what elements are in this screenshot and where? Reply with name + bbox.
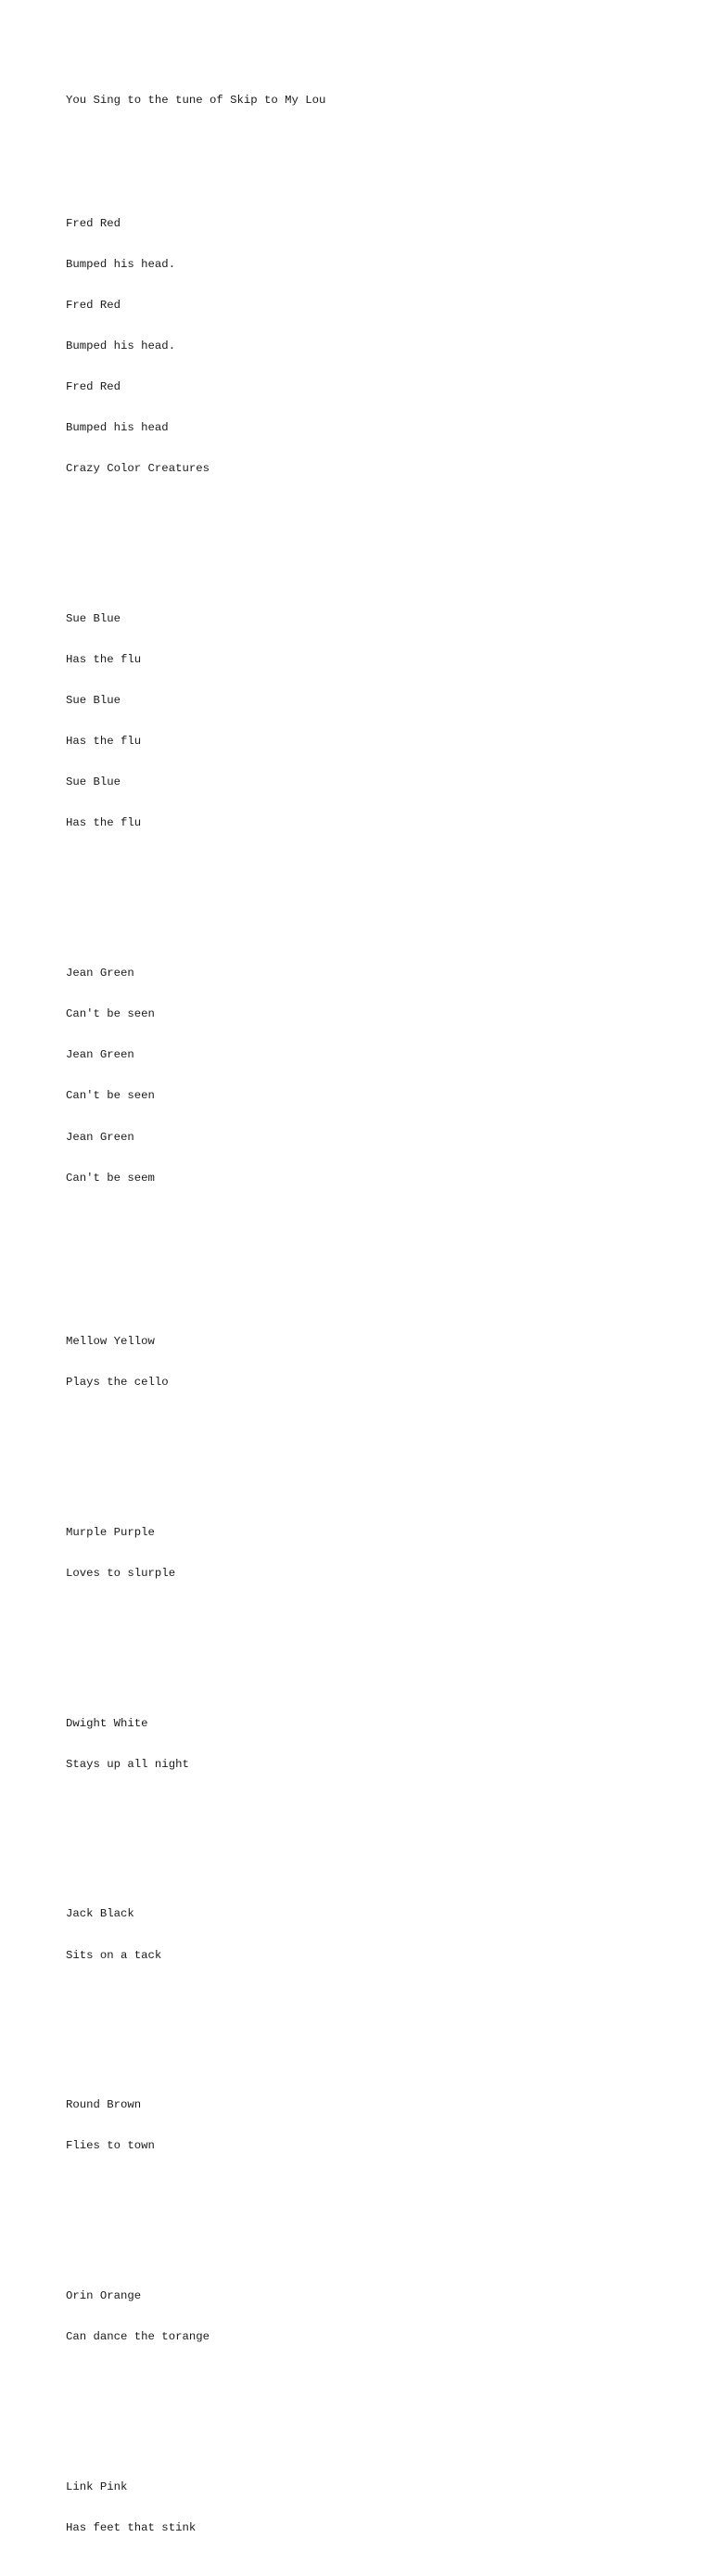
couplet-line: Stays up all night [66,1757,189,1771]
couplet-round-brown [66,2071,678,2181]
couplet-jack-black [66,1880,678,1990]
lyric-line: Bumped his head. [66,257,176,271]
spacer [66,1826,678,1839]
lyric-line: Jean Green [66,967,134,980]
spacer [66,2399,678,2413]
couplet-mellow-yellow [66,1308,678,1417]
couplet-name: Mellow Yellow [66,1335,155,1349]
couplet-line: Can dance the torange [66,2330,210,2344]
couplet-dwight-white [66,1689,678,1799]
document-body [66,67,678,2576]
spacer [66,531,678,545]
spacer [66,1444,678,1458]
couplet-name: Jack Black [66,1907,134,1921]
couplet-line: Flies to town [66,2139,155,2153]
couplet-line: Plays the cello [66,1376,169,1390]
couplet-name: Link Pink [66,2480,128,2493]
couplet-name: Dwight White [66,1716,148,1730]
spacer [66,1239,678,1266]
spacer [66,2208,678,2222]
lyric-line: Sue Blue [66,775,121,789]
couplet-line: Has feet that stink [66,2520,197,2534]
couplet-line: Sits on a tack [66,1948,162,1962]
lyric-line: Can't be seen [66,1089,155,1103]
stanza-fred-red [66,189,678,503]
couplet-orin-orange [66,2262,678,2372]
couplet-link-pink [66,2453,678,2562]
lyric-line: Has the flu [66,816,142,830]
lyric-line: Has the flu [66,653,142,667]
lyric-line: Has the flu [66,735,142,749]
spacer [66,1634,678,1648]
couplet-name: Murple Purple [66,1525,155,1539]
stanza-sue-blue [66,585,678,858]
song-title: You Sing to the tune of Skip to My Lou [66,94,326,108]
stanza-jean-green [66,940,678,1212]
spacer [66,2017,678,2031]
lyric-line: Bumped his head [66,421,169,435]
lyric-line: Sue Blue [66,611,121,625]
lyric-line: Fred Red [66,216,121,230]
lyric-line: Fred Red [66,298,121,312]
lyric-line: Can't be seen [66,1007,155,1021]
lyric-line: Fred Red [66,380,121,394]
couplet-line: Loves to slurple [66,1566,176,1580]
lyric-line: Jean Green [66,1048,134,1062]
lyric-line: Jean Green [66,1130,134,1144]
couplet-murple-purple [66,1498,678,1608]
couplet-name: Round Brown [66,2098,142,2112]
lyric-line: Can't be seem [66,1171,155,1185]
spacer [66,885,678,899]
lyric-line: Crazy Color Creatures [66,462,210,476]
lyric-line: Bumped his head. [66,339,176,352]
lyric-line: Sue Blue [66,694,121,708]
spacer [66,135,678,149]
couplet-name: Orin Orange [66,2289,142,2302]
